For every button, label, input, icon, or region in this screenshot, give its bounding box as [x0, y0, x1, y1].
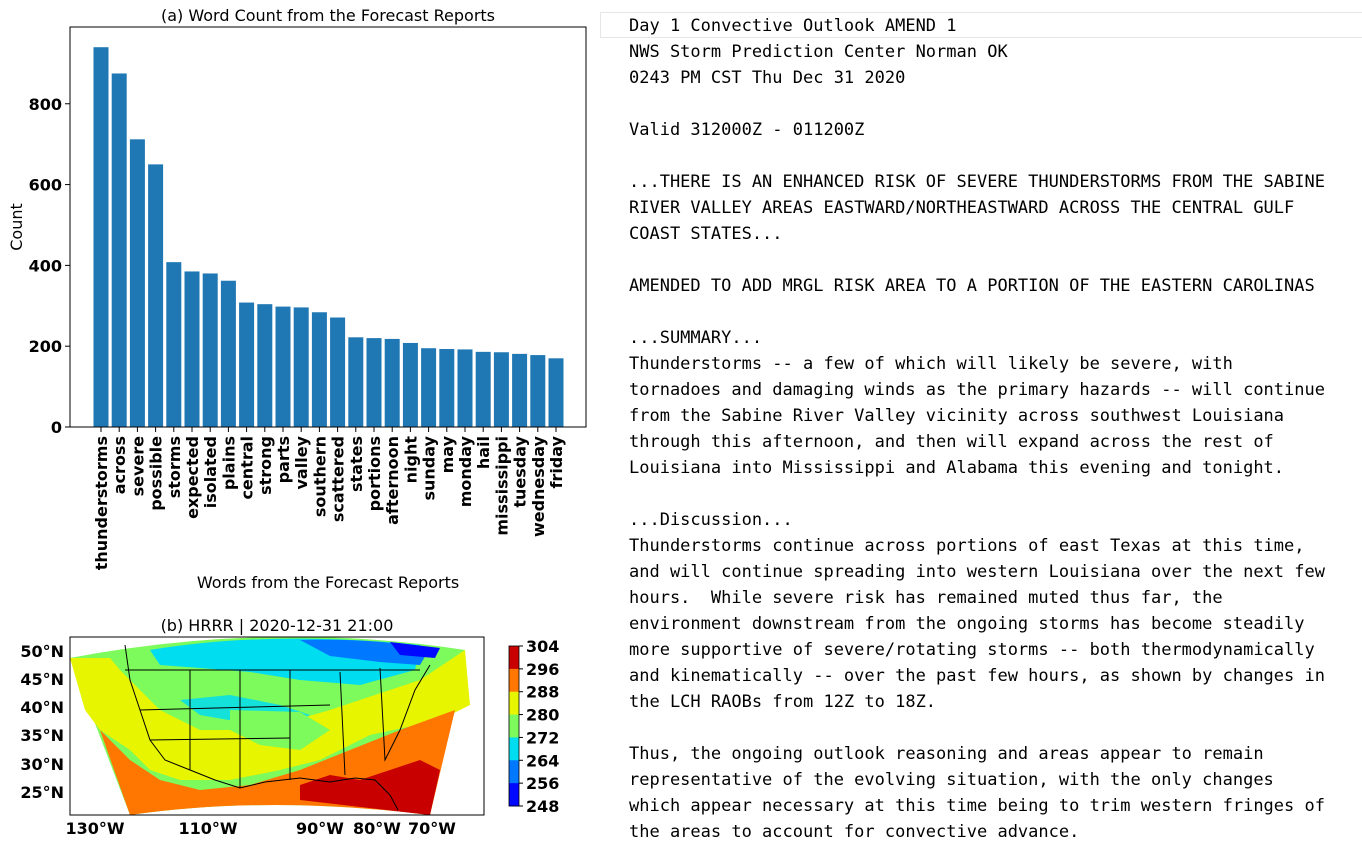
report-line: ...SUMMARY... [629, 328, 763, 348]
bar-southern [312, 312, 327, 427]
x-tick-label: mississippi [492, 436, 512, 536]
x-axis-label: Words from the Forecast Reports [196, 573, 460, 592]
bar-states [348, 337, 363, 427]
report-line: hours. While severe risk has remained muted thus far, the [629, 588, 1223, 608]
colorbar-tick-label: 256 [526, 774, 560, 794]
x-tick-label: thunderstorms [92, 436, 111, 571]
x-tick-label: monday [456, 436, 475, 508]
report-line: ...Discussion... [629, 510, 793, 530]
outlook-report-text [629, 13, 1325, 845]
colorbar-tick-label: 264 [526, 751, 560, 771]
x-tick-label: isolated [201, 436, 221, 509]
bar-hail [476, 352, 491, 427]
figure-panel [0, 0, 600, 857]
report-line: ...THERE IS AN ENHANCED RISK OF SEVERE THUNDERSTORMS FROM THE SABINE [629, 172, 1325, 192]
report-line [629, 481, 1325, 507]
bar-chart-title: (a) Word Count from the Forecast Reports [160, 6, 496, 25]
x-tick-label: states [346, 436, 366, 492]
report-line [629, 299, 1325, 325]
y-axis-label: Count [7, 203, 26, 251]
report-line: which appear necessary at this time being to trim western fringes of [629, 796, 1325, 816]
report-line: COAST STATES... [629, 224, 783, 244]
x-tick-label: night [401, 436, 421, 484]
report-line: environment downstream from the ongoing storms has become steadily [629, 614, 1305, 634]
report-line: AMENDED TO ADD MRGL RISK AREA TO A PORTION OF THE EASTERN CAROLINAS [629, 276, 1315, 296]
x-tick-label: plains [219, 436, 239, 491]
y-tick-label: 600 [28, 175, 62, 195]
latitude-tick-label: 30°N [20, 755, 64, 774]
x-tick-label: may [437, 436, 457, 474]
bar-scattered [330, 318, 345, 427]
colorbar-segment [509, 646, 519, 669]
x-tick-label: afternoon [383, 436, 403, 525]
colorbar-tick-label: 280 [526, 705, 560, 725]
colorbar [509, 637, 559, 816]
bar-parts [276, 307, 291, 427]
bar-wednesday [530, 355, 545, 427]
y-tick-label: 0 [50, 418, 62, 437]
bar-night [403, 343, 418, 427]
colorbar-segment [509, 692, 519, 715]
report-line: RIVER VALLEY AREAS EASTWARD/NORTHEASTWARD ACROSS THE CENTRAL GULF [629, 198, 1295, 218]
y-tick-label: 200 [28, 337, 62, 357]
report-line: through this afternoon, and then will expand across the rest of [629, 432, 1274, 452]
report-line: Thunderstorms continue across portions of east Texas at this time, [629, 536, 1305, 556]
colorbar-tick-label: 288 [526, 682, 560, 702]
map-title: (b) HRRR | 2020-12-31 21:00 [160, 616, 394, 635]
y-tick-label: 800 [28, 94, 62, 114]
temperature-field [70, 637, 470, 815]
bar-strong [257, 304, 272, 427]
x-tick-label: wednesday [528, 436, 548, 538]
x-tick-label: hail [474, 436, 494, 470]
x-tick-label: strong [255, 436, 275, 495]
bar-central [239, 303, 254, 427]
bar-plains [221, 281, 236, 427]
x-tick-label: expected [183, 436, 202, 519]
report-line [629, 91, 1325, 117]
x-tick-label: scattered [328, 436, 348, 523]
x-tick-label: southern [310, 436, 330, 518]
report-line: and kinematically -- over the past few hours, as shown by changes in [629, 666, 1325, 686]
report-line: Thus, the ongoing outlook reasoning and areas appear to remain [629, 744, 1264, 764]
report-line: NWS Storm Prediction Center Norman OK [629, 42, 1008, 62]
bar-valley [294, 307, 309, 427]
latitude-tick-label: 45°N [20, 670, 64, 689]
latitude-tick-label: 50°N [20, 642, 64, 661]
map-longitude-ticks [65, 819, 456, 838]
report-line: Louisiana into Mississippi and Alabama this evening and tonight. [629, 458, 1285, 478]
report-line: Day 1 Convective Outlook AMEND 1 [629, 16, 957, 36]
x-tick-label: portions [365, 436, 384, 512]
bar-tuesday [512, 354, 527, 427]
longitude-tick-label: 110°W [178, 819, 238, 838]
x-tick-label: possible [146, 436, 166, 511]
y-tick-label: 400 [28, 256, 62, 276]
latitude-tick-label: 35°N [20, 726, 64, 745]
longitude-tick-label: 90°W [296, 819, 344, 838]
colorbar-segment [509, 669, 519, 692]
colorbar-segment [509, 737, 519, 760]
longitude-tick-label: 70°W [408, 819, 456, 838]
report-line [629, 715, 1325, 741]
colorbar-segment [509, 715, 519, 738]
report-line: the areas to account for convective advance. [629, 822, 1080, 842]
x-tick-label: parts [274, 436, 293, 484]
x-tick-label: sunday [419, 436, 439, 501]
bar-mississippi [494, 352, 509, 427]
x-tick-label: across [110, 436, 130, 495]
bar-may [439, 349, 454, 427]
bar-thunderstorms [94, 47, 109, 427]
colorbar-segment [509, 783, 519, 806]
latitude-tick-label: 40°N [20, 698, 64, 717]
report-line: Thunderstorms -- a few of which will likely be severe, with [629, 354, 1233, 374]
report-line [629, 143, 1325, 169]
longitude-tick-label: 130°W [65, 819, 125, 838]
report-line: tornadoes and damaging winds as the primary hazards -- will continue [629, 380, 1325, 400]
colorbar-tick-label: 296 [526, 659, 560, 679]
colorbar-tick-label: 304 [526, 637, 560, 656]
bar-severe [130, 139, 145, 427]
report-line: the LCH RAOBs from 12Z to 18Z. [629, 692, 937, 712]
bar-friday [549, 358, 564, 427]
map-field [70, 637, 484, 815]
outlook-text-panel [600, 0, 1362, 857]
map-latitude-ticks [20, 642, 64, 802]
bar-across [112, 73, 127, 427]
x-tick-label: tuesday [510, 436, 530, 508]
colorbar-tick-label: 272 [526, 728, 560, 748]
report-line: representative of the evolving situation, with the only changes [629, 770, 1274, 790]
report-line [629, 247, 1325, 273]
latitude-tick-label: 25°N [20, 783, 64, 802]
report-line: more supportive of severe/rotating storms -- both thermodynamically [629, 640, 1315, 660]
report-line: Valid 312000Z - 011200Z [629, 120, 865, 140]
x-tick-label: valley [292, 436, 312, 490]
bar-portions [367, 338, 382, 427]
x-tick-label: severe [128, 436, 148, 497]
bar-possible [148, 164, 163, 427]
bar-expected [185, 271, 200, 427]
colorbar-tick-label: 248 [526, 797, 560, 816]
bar-storms [166, 262, 181, 427]
x-tick-label: storms [164, 436, 184, 499]
bar-monday [458, 349, 473, 427]
bar-isolated [203, 273, 218, 427]
longitude-tick-label: 80°W [353, 819, 401, 838]
report-line: and will continue spreading into western Louisiana over the next few [629, 562, 1325, 582]
word-count-bar-chart [0, 0, 600, 600]
x-tick-label: friday [547, 436, 566, 489]
report-line: from the Sabine River Valley vicinity across southwest Louisiana [629, 406, 1285, 426]
bar-sunday [421, 348, 436, 427]
hrrr-temperature-map [0, 610, 600, 850]
x-tick-label: central [237, 436, 257, 500]
colorbar-segment [509, 760, 519, 783]
bar-afternoon [385, 339, 400, 427]
report-line: 0243 PM CST Thu Dec 31 2020 [629, 68, 906, 88]
